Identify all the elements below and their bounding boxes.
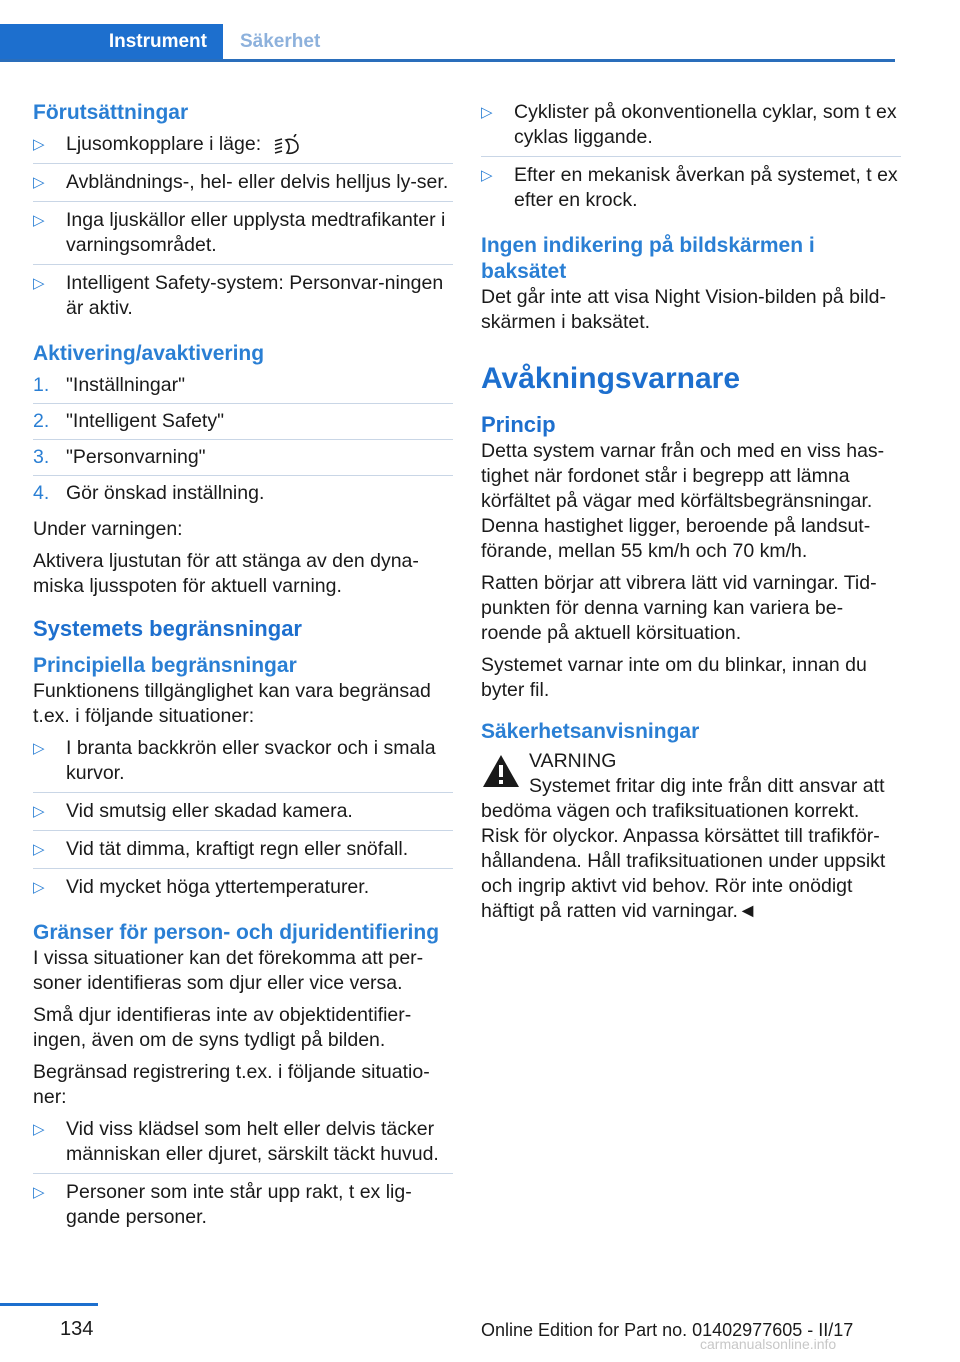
step-item [33, 373, 453, 404]
right-column [481, 100, 901, 924]
paragraph: I vissa situationer kan det förekomma att per-soner identifieras som djur eller vice versa. [33, 947, 424, 994]
triangle-right-icon: ▷ [33, 803, 45, 820]
paragraph: Det går inte att visa Night Vision-bilden på bild-skärmen i baksätet. [481, 286, 887, 333]
list-item: ▷ Efter en mekanisk åverkan på systemet, t ex efter en krock. [481, 164, 898, 211]
list-item: ▷ Vid mycket höga yttertemperaturer. [33, 876, 370, 898]
paragraph: Funktionens tillgänglighet kan vara begränsad t.ex. i följande situationer: [33, 680, 431, 727]
page-number: 134 [60, 1318, 94, 1340]
paragraph: Under varningen: [33, 518, 183, 540]
step-item [33, 481, 453, 511]
warning-block [481, 749, 901, 924]
step-text: Gör önskad inställning. [66, 482, 265, 504]
paragraph: Ratten börjar att vibrera lätt vid varningar. Tid-punkten för denna varning kan variera be-roende på aktuell körsituation. [481, 572, 877, 644]
list-principiella [33, 736, 453, 906]
list-item: ▷ Inga ljuskällor eller upplysta medtrafikanter i varningsområdet. [33, 208, 453, 265]
list-continued [481, 100, 901, 219]
tab-sakerhet[interactable] [240, 24, 320, 59]
watermark: carmanualsonline.info [700, 1336, 837, 1352]
triangle-right-icon: ▷ [33, 879, 45, 896]
step-number: 3. [33, 446, 50, 468]
warning-text: Systemet fritar dig inte från ditt ansvar att [529, 775, 885, 797]
triangle-right-icon: ▷ [33, 1121, 45, 1138]
edition-text: Online Edition for Part no. 01402977605 - II/17 [481, 1320, 854, 1340]
heading-principiella-begransningar: Principiella begränsningar [33, 654, 297, 677]
heading-systemets-begransningar: Systemets begränsningar [33, 616, 302, 641]
footer-rule [0, 1303, 98, 1306]
warning-triangle-icon [481, 753, 521, 789]
paragraph: Små djur identifieras inte av objektidentifier-ingen, även om de syns tydligt på bilden. [33, 1004, 412, 1051]
heading-ingen-indikering: Ingen indikering på bildskärmen i baksätet [481, 234, 815, 283]
list-item: ▷ I branta backkrön eller svackor och i smala kurvor. [33, 736, 453, 793]
heading-aktivering: Aktivering/avaktivering [33, 342, 265, 365]
tab-instrument[interactable] [0, 24, 223, 59]
step-number: 2. [33, 410, 50, 432]
paragraph: Aktivera ljustutan för att stänga av den dyna-miska ljusspoten för aktuell varning. [33, 550, 419, 597]
list-item: ▷ Vid smutsig eller skadad kamera. [33, 799, 453, 831]
warning-title: VARNING [529, 750, 617, 772]
list-item: ▷ Avbländnings-, hel- eller delvis helljus ly-ser. [33, 170, 453, 202]
section-header [0, 24, 895, 62]
triangle-right-icon: ▷ [481, 104, 493, 121]
tab-sakerhet-label: Säkerhet [240, 30, 321, 52]
triangle-right-icon: ▷ [33, 740, 45, 757]
warning-text: bedöma vägen och trafiksituationen korrekt. Risk för olyckor. Anpassa körsättet till trafikför-hållandena. Håll trafiksituationen under uppsikt och ingrip aktivt vid behov. Rör inte onödigt häftigt på ratten vid varningar.◄ [481, 800, 886, 922]
heading-princip: Princip [481, 412, 556, 437]
list-item: ▷ Personer som inte står upp rakt, t ex lig-gande personer. [33, 1181, 412, 1228]
triangle-right-icon: ▷ [481, 167, 493, 184]
triangle-right-icon: ▷ [33, 174, 45, 191]
step-number: 4. [33, 482, 50, 504]
heading-forutsattningar: Förutsättningar [33, 101, 189, 124]
triangle-right-icon: ▷ [33, 136, 45, 153]
list-item: ▷ Cyklister på okonventionella cyklar, som t ex cyklas liggande. [481, 100, 901, 157]
paragraph: Systemet varnar inte om du blinkar, innan du byter fil. [481, 654, 867, 701]
heading-granser: Gränser för person- och djuridentifiering [33, 921, 440, 944]
step-text: "Personvarning" [66, 446, 206, 468]
paragraph: Begränsad registrering t.ex. i följande situatio-ner: [33, 1061, 430, 1108]
list-item: ▷ Vid viss klädsel som helt eller delvis täcker människan eller djuret, särskilt täckt huvud. [33, 1117, 453, 1174]
tab-instrument-label: Instrument [108, 30, 207, 52]
triangle-right-icon: ▷ [33, 1184, 45, 1201]
left-column [33, 100, 453, 1250]
light-beam-icon [273, 134, 303, 156]
list-item: ▷ Ljusomkopplare i läge: [33, 132, 453, 164]
heading-avakningsvarnare: Avåkningsvarnare [481, 362, 741, 395]
list-forutsattningar [33, 132, 453, 327]
triangle-right-icon: ▷ [33, 275, 45, 292]
list-granser [33, 1117, 453, 1236]
step-item [33, 409, 453, 440]
heading-sakerhetsanvisningar: Säkerhetsanvisningar [481, 720, 700, 743]
step-text: "Intelligent Safety" [66, 410, 225, 432]
step-text: "Inställningar" [66, 374, 185, 396]
list-item: ▷ Vid tät dimma, kraftigt regn eller snöfall. [33, 837, 453, 869]
steps-aktivering [33, 373, 453, 511]
paragraph: Detta system varnar från och med en viss has-tighet när fordonet står i begrepp att lämna körfältet på vägar med körfältsbegränsningar. Denna hastighet ligger, beroende på landsut-förande, mellan 55 km/h och 70 km/h. [481, 440, 885, 562]
step-number: 1. [33, 374, 50, 396]
triangle-right-icon: ▷ [33, 841, 45, 858]
list-item: ▷ Intelligent Safety-system: Personvar-ningen är aktiv. [33, 272, 444, 319]
step-item [33, 445, 453, 476]
triangle-right-icon: ▷ [33, 212, 45, 229]
